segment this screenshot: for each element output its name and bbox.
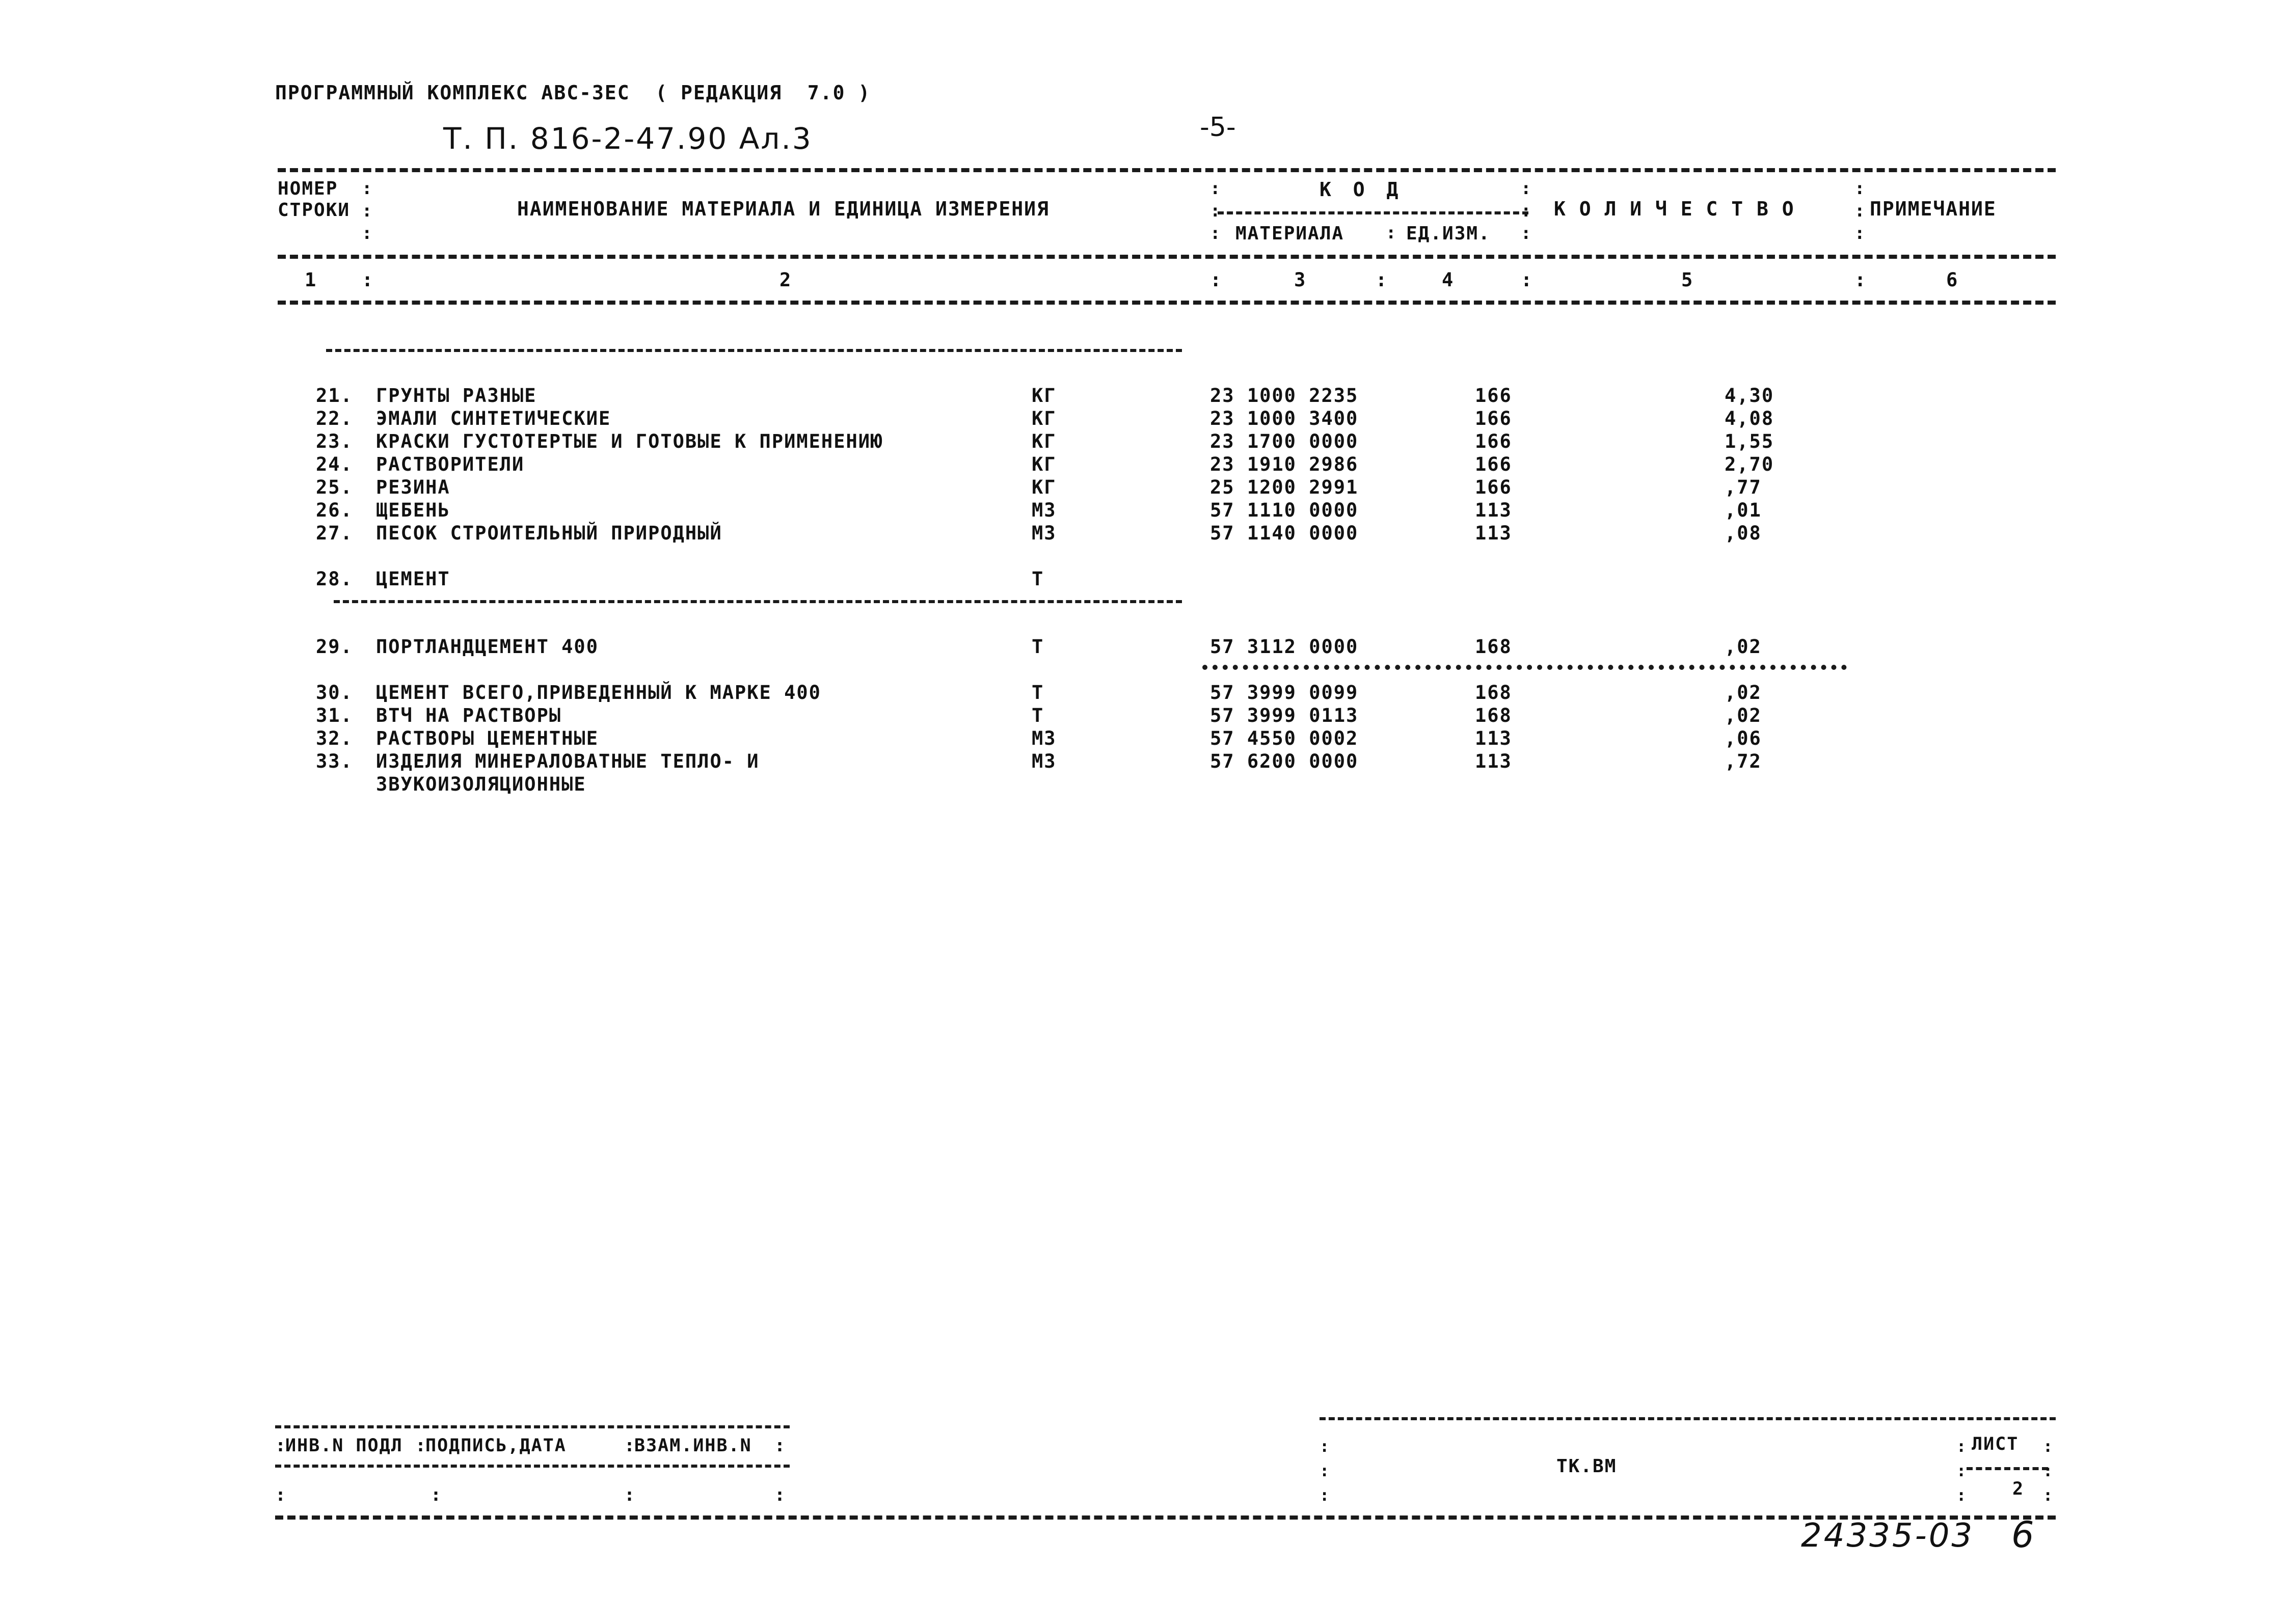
- signature-date-label: ПОДПИСЬ,ДАТА: [425, 1436, 567, 1456]
- row-name: РАСТВОРИТЕЛИ: [376, 453, 525, 475]
- row-number: 24.: [316, 453, 353, 475]
- header-rule-mid: [278, 255, 2056, 259]
- footer-rule-bottom: [275, 1515, 2056, 1520]
- stamp-cell-sep: :: [774, 1485, 787, 1505]
- row-unit: КГ: [1032, 408, 1057, 429]
- row-unit: КГ: [1032, 453, 1057, 475]
- row-quantity: 4,30: [1725, 385, 1774, 407]
- row-number: 22.: [316, 408, 353, 429]
- col-number-1: 1: [305, 269, 317, 291]
- row-unit-code: 113: [1475, 499, 1512, 521]
- row-name: КРАСКИ ГУСТОТЕРТЫЕ И ГОТОВЫЕ К ПРИМЕНЕНИЮ: [376, 430, 883, 452]
- row-name: РЕЗИНА: [376, 476, 450, 498]
- row-number: 23.: [316, 430, 353, 452]
- row-unit-code: 113: [1475, 727, 1512, 749]
- row-number: 27.: [316, 522, 353, 544]
- row-code: 25 1200 2991: [1210, 476, 1359, 498]
- row-number: 30.: [316, 682, 353, 703]
- col-number-sep: :: [1210, 269, 1223, 291]
- row-unit-code: 166: [1475, 476, 1512, 498]
- row-unit-code: 168: [1475, 705, 1512, 726]
- title-rule-top: [1320, 1417, 2056, 1420]
- stamp-colon: :: [415, 1436, 427, 1456]
- inv-number-label: ИНВ.N ПОДЛ: [285, 1436, 403, 1456]
- row-name: ВТЧ НА РАСТВОРЫ: [376, 705, 562, 726]
- row-unit: КГ: [1032, 430, 1057, 452]
- row-unit: М3: [1032, 522, 1057, 544]
- row-code: 23 1700 0000: [1210, 430, 1359, 452]
- col-number-2: 2: [779, 269, 792, 291]
- row-name: ИЗДЕЛИЯ МИНЕРАЛОВАТНЫЕ ТЕПЛО- И: [376, 750, 760, 772]
- row-name-continued: ЗВУКОИЗОЛЯЦИОННЫЕ: [376, 773, 586, 795]
- code-material-header: МАТЕРИАЛА: [1235, 223, 1344, 244]
- title-box-left-edge: : : :: [1320, 1437, 1330, 1505]
- row-unit-code: 166: [1475, 408, 1512, 429]
- row-number: 25.: [316, 476, 353, 498]
- row-unit: Т: [1032, 636, 1044, 658]
- col-separator-1: : : :: [362, 178, 372, 243]
- row-unit-code: 168: [1475, 636, 1512, 658]
- stamp-rule-mid: [275, 1465, 790, 1468]
- row-code: 23 1000 2235: [1210, 385, 1359, 407]
- code-inner-separator: :: [1386, 223, 1396, 243]
- section-rule-2: [334, 600, 1182, 603]
- row-unit: М3: [1032, 727, 1057, 749]
- col-number-sep: :: [362, 269, 374, 291]
- row-quantity: ,02: [1725, 705, 1762, 726]
- row-number: 21.: [316, 385, 353, 407]
- row-unit: Т: [1032, 682, 1044, 703]
- stamp-cell-sep: :: [275, 1485, 287, 1505]
- stamp-rule-top: [275, 1425, 790, 1428]
- col-separator-2: : : :: [1210, 178, 1221, 243]
- row-name: РАСТВОРЫ ЦЕМЕНТНЫЕ: [376, 727, 599, 749]
- section-rule-1: [326, 349, 1182, 352]
- name-column-header: НАИМЕНОВАНИЕ МАТЕРИАЛА И ЕДИНИЦА ИЗМЕРЕНИЯ: [517, 198, 1050, 220]
- col-separator-3: : : :: [1521, 178, 1531, 243]
- page-marker: -5-: [1200, 112, 1236, 143]
- col-number-sep: :: [1521, 269, 1533, 291]
- row-name: ГРУНТЫ РАЗНЫЕ: [376, 385, 537, 407]
- page-number: 6: [2011, 1514, 2034, 1556]
- row-name: ЭМАЛИ СИНТЕТИЧЕСКИЕ: [376, 408, 611, 429]
- row-quantity: ,72: [1725, 750, 1762, 772]
- row-unit: КГ: [1032, 385, 1057, 407]
- row-unit-code: 166: [1475, 453, 1512, 475]
- row-name: ЦЕМЕНТ: [376, 568, 450, 590]
- code-column-header: К О Д: [1320, 178, 1404, 201]
- row-number-header: НОМЕР: [278, 178, 338, 199]
- header-rule-bottom: [278, 301, 2056, 305]
- header-rule-top: [278, 168, 2056, 172]
- row-quantity: 4,08: [1725, 408, 1774, 429]
- col-separator-4: : : :: [1854, 178, 1865, 243]
- row-quantity: ,01: [1725, 499, 1762, 521]
- sheet-rule: [1967, 1467, 2048, 1470]
- total-rule: [1202, 665, 1847, 670]
- row-code: 57 1140 0000: [1210, 522, 1359, 544]
- code-unit-header: ЕД.ИЗМ.: [1406, 223, 1491, 244]
- row-unit-code: 113: [1475, 522, 1512, 544]
- row-unit: КГ: [1032, 476, 1057, 498]
- title-cell: ТК.ВМ: [1556, 1456, 1617, 1477]
- stamp-cell-sep: :: [431, 1485, 443, 1505]
- stamp-cell-sep: :: [624, 1485, 636, 1505]
- row-code: 57 1110 0000: [1210, 499, 1359, 521]
- row-quantity: ,08: [1725, 522, 1762, 544]
- stamp-colon: :: [275, 1436, 287, 1456]
- sheet-number: 2: [2012, 1479, 2025, 1499]
- row-unit-code: 168: [1475, 682, 1512, 703]
- col-number-4: 4: [1442, 269, 1455, 291]
- row-unit: М3: [1032, 750, 1057, 772]
- row-unit: Т: [1032, 705, 1044, 726]
- row-quantity: 1,55: [1725, 430, 1774, 452]
- row-number: 31.: [316, 705, 353, 726]
- row-unit-code: 166: [1475, 430, 1512, 452]
- document-number: 24335-03: [1801, 1517, 1975, 1555]
- row-name: ПОРТЛАНДЦЕМЕНТ 400: [376, 636, 599, 658]
- row-name: ЩЕБЕНЬ: [376, 499, 450, 521]
- row-unit: М3: [1032, 499, 1057, 521]
- row-code: 57 3999 0113: [1210, 705, 1359, 726]
- row-code: 57 3112 0000: [1210, 636, 1359, 658]
- row-quantity: ,06: [1725, 727, 1762, 749]
- row-number: 28.: [316, 568, 353, 590]
- row-unit: Т: [1032, 568, 1044, 590]
- row-unit-code: 113: [1475, 750, 1512, 772]
- title-box-right-edge: : : :: [2043, 1437, 2053, 1505]
- program-line: ПРОГРАММНЫЙ КОМПЛЕКС АВС-3ЕС ( РЕДАКЦИЯ 7.0 ): [275, 82, 871, 104]
- row-code: 57 4550 0002: [1210, 727, 1359, 749]
- col-number-sep: :: [1854, 269, 1867, 291]
- row-number-header-l2: СТРОКИ: [278, 200, 351, 221]
- row-name: ПЕСОК СТРОИТЕЛЬНЫЙ ПРИРОДНЫЙ: [376, 522, 722, 544]
- row-code: 57 6200 0000: [1210, 750, 1359, 772]
- row-code: 57 3999 0099: [1210, 682, 1359, 703]
- row-unit-code: 166: [1475, 385, 1512, 407]
- row-quantity: 2,70: [1725, 453, 1774, 475]
- row-quantity: ,02: [1725, 682, 1762, 703]
- note-column-header: ПРИМЕЧАНИЕ: [1870, 198, 1997, 220]
- stamp-colon: :: [774, 1436, 787, 1456]
- replacement-inv-label: ВЗАМ.ИНВ.N: [634, 1436, 752, 1456]
- row-number: 26.: [316, 499, 353, 521]
- col-number-3: 3: [1294, 269, 1307, 291]
- sheet-label: ЛИСТ: [1972, 1434, 2019, 1454]
- row-quantity: ,77: [1725, 476, 1762, 498]
- row-code: 23 1000 3400: [1210, 408, 1359, 429]
- col-number-5: 5: [1681, 269, 1694, 291]
- row-code: 23 1910 2986: [1210, 453, 1359, 475]
- doc-reference: Т. П. 816-2-47.90 Ал.3: [443, 121, 813, 156]
- row-number: 29.: [316, 636, 353, 658]
- row-name: ЦЕМЕНТ ВСЕГО,ПРИВЕДЕННЫЙ К МАРКЕ 400: [376, 682, 821, 703]
- row-quantity: ,02: [1725, 636, 1762, 658]
- row-number: 33.: [316, 750, 353, 772]
- row-number: 32.: [316, 727, 353, 749]
- col-number-sep: :: [1376, 269, 1388, 291]
- code-subrule: [1218, 211, 1528, 214]
- stamp-colon: :: [624, 1436, 636, 1456]
- col-number-6: 6: [1946, 269, 1959, 291]
- quantity-column-header: К О Л И Ч Е С Т В О: [1554, 198, 1795, 220]
- sheet-box-separator: : : :: [1956, 1437, 1967, 1505]
